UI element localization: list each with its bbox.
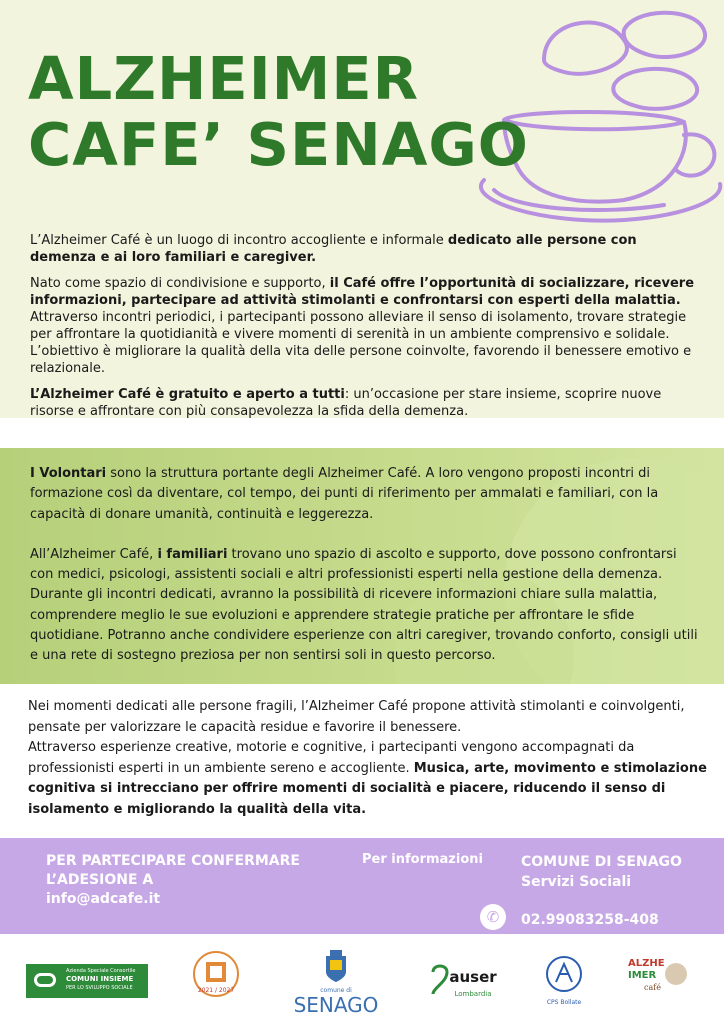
asc-name-text: COMUNI INSIEME	[66, 975, 134, 983]
intro-p3-text: : un’occasione per stare insieme, scoprire nuove risorse e affrontare con più consapevolezza la sfida della demenza.	[30, 387, 662, 418]
auser-region-text: Lombardia	[454, 990, 492, 998]
phone-number[interactable]: 02.99083258-408	[521, 912, 659, 928]
comune-name-text: SENAGO	[293, 993, 379, 1017]
comune-senago-logo	[288, 946, 384, 1018]
volunteers-bold: I Volontari	[30, 466, 107, 481]
cps-name-text: CPS Bollate	[546, 999, 582, 1006]
piano-sociale-logo	[192, 948, 240, 1008]
volunteers-paragraph	[30, 464, 700, 525]
email-link[interactable]: info@adcafe.it	[46, 891, 161, 907]
intro-paragraph-1	[30, 232, 698, 266]
org-name: COMUNE DI SENAGO	[521, 854, 682, 870]
title-line-2: CAFE’ SENAGO	[28, 110, 529, 179]
confirm-line-2: L’ADESIONE A	[46, 872, 154, 888]
activities-paragraph-2	[28, 738, 708, 820]
intro-paragraph-2	[30, 275, 698, 377]
families-paragraph	[30, 545, 700, 667]
title-line-1: ALZHEIMER	[28, 44, 420, 113]
volunteers-text-a: sono la struttura portante degli Alzheimer Café. A loro vengono proposti incontri di formazione così da diventare, col tempo, dei punti di riferimento per ammalati e familiari, con la capacità di donare umanità, continuità e leggerezza.	[30, 466, 659, 522]
auser-name-text: auser	[449, 968, 497, 986]
intro-p2-text-b: Attraverso incontri periodici, i partecipanti possono alleviare il senso di isolamento, trovare strategie per affrontare la quotidianità e vivere momenti di serenità in un ambiente comprensivo e solidale. L’obiettivo è migliorare la qualità della vita delle persone coinvolte, favorendo il benessere emotivo e relazionale.	[30, 310, 692, 376]
alzheimer-logo-line-2: IMER	[628, 970, 657, 981]
asc-sub-text: PER LO SVILUPPO SOCIALE	[66, 985, 133, 991]
intro-p1-bold: dedicato alle persone con demenza e ai loro familiari e caregiver.	[30, 233, 637, 265]
org-dept: Servizi Sociali	[521, 874, 632, 890]
header-section	[0, 0, 724, 418]
alzheimer-cafe-logo	[626, 954, 690, 996]
comuni-insieme-logo	[26, 964, 148, 998]
families-bold: i familiari	[157, 546, 228, 562]
intro-text	[30, 232, 698, 418]
alzheimer-logo-line-1: ALZHE	[628, 958, 665, 969]
intro-paragraph-3	[30, 386, 698, 418]
confirm-line-1: PER PARTECIPARE CONFERMARE	[46, 853, 300, 869]
comuni-insieme-mark-icon	[34, 973, 56, 987]
volunteers-section	[0, 448, 724, 684]
cps-bollate-logo	[544, 952, 584, 1012]
auser-logo	[425, 960, 503, 1002]
contact-band	[0, 838, 724, 934]
activities-paragraph-1: Nei momenti dedicati alle persone fragili, l’Alzheimer Café propone attività stimolanti e coinvolgenti, pensate per valorizzare le capacità residue e favorire il benessere.	[28, 699, 685, 735]
activities-text: Attraverso esperienze creative, motorie e cognitive, i partecipanti vengono accompagnati da professionisti esperti in un ambiente sereno e accogliente.	[28, 740, 635, 776]
volunteers-text	[30, 464, 700, 684]
intro-p2-text-a: Nato come spazio di condivisione e supporto,	[30, 276, 330, 291]
intro-p1-text: L’Alzheimer Café è un luogo di incontro accogliente e informale	[30, 233, 448, 248]
asc-small-text: Azienda Speciale Consortile	[66, 968, 136, 974]
families-text-a: All’Alzheimer Café,	[30, 546, 158, 562]
activities-bold: Musica, arte, movimento e stimolazione cognitiva si intrecciano per offrire momenti di socialità e piacere, riducendo il senso di isolamento e migliorando la qualità della vita.	[28, 760, 707, 817]
confirm-block	[46, 852, 300, 909]
intro-p3-bold: L’Alzheimer Café è gratuito e aperto a tutti	[30, 387, 345, 402]
page-title	[28, 46, 529, 178]
alzheimer-logo-line-3: café	[644, 983, 661, 992]
org-block	[521, 852, 682, 892]
families-text-b: trovano uno spazio di ascolto e supporto, dove possono confrontarsi con medici, psicologi, assistenti sociali e altri professionisti esperti nella gestione della demenza. Durante gli incontri dedicati, avranno la possibilità di ricevere informazioni chiare sulla malattia, comprendere meglio le sue evoluzioni e apprendere strategie pratiche per affrontare le sfide quotidiane. Potranno anche condividere esperienze con altri caregiver, trovando conforto, consigli utili e una rete di sostegno preziosa per non sentirsi soli in questo percorso.	[30, 546, 698, 664]
info-label: Per informazioni	[362, 852, 483, 867]
activities-section	[28, 697, 708, 820]
comune-small-text: comune di	[320, 987, 352, 994]
piano-years: 2021 / 2027	[197, 987, 235, 994]
partner-logos	[0, 934, 724, 1024]
intro-p2-bold: il Café offre l’opportunità di socializzare, ricevere informazioni, partecipare ad attività stimolanti e confrontarsi con esperti della malattia.	[30, 276, 695, 308]
phone-icon: ✆	[480, 904, 506, 930]
